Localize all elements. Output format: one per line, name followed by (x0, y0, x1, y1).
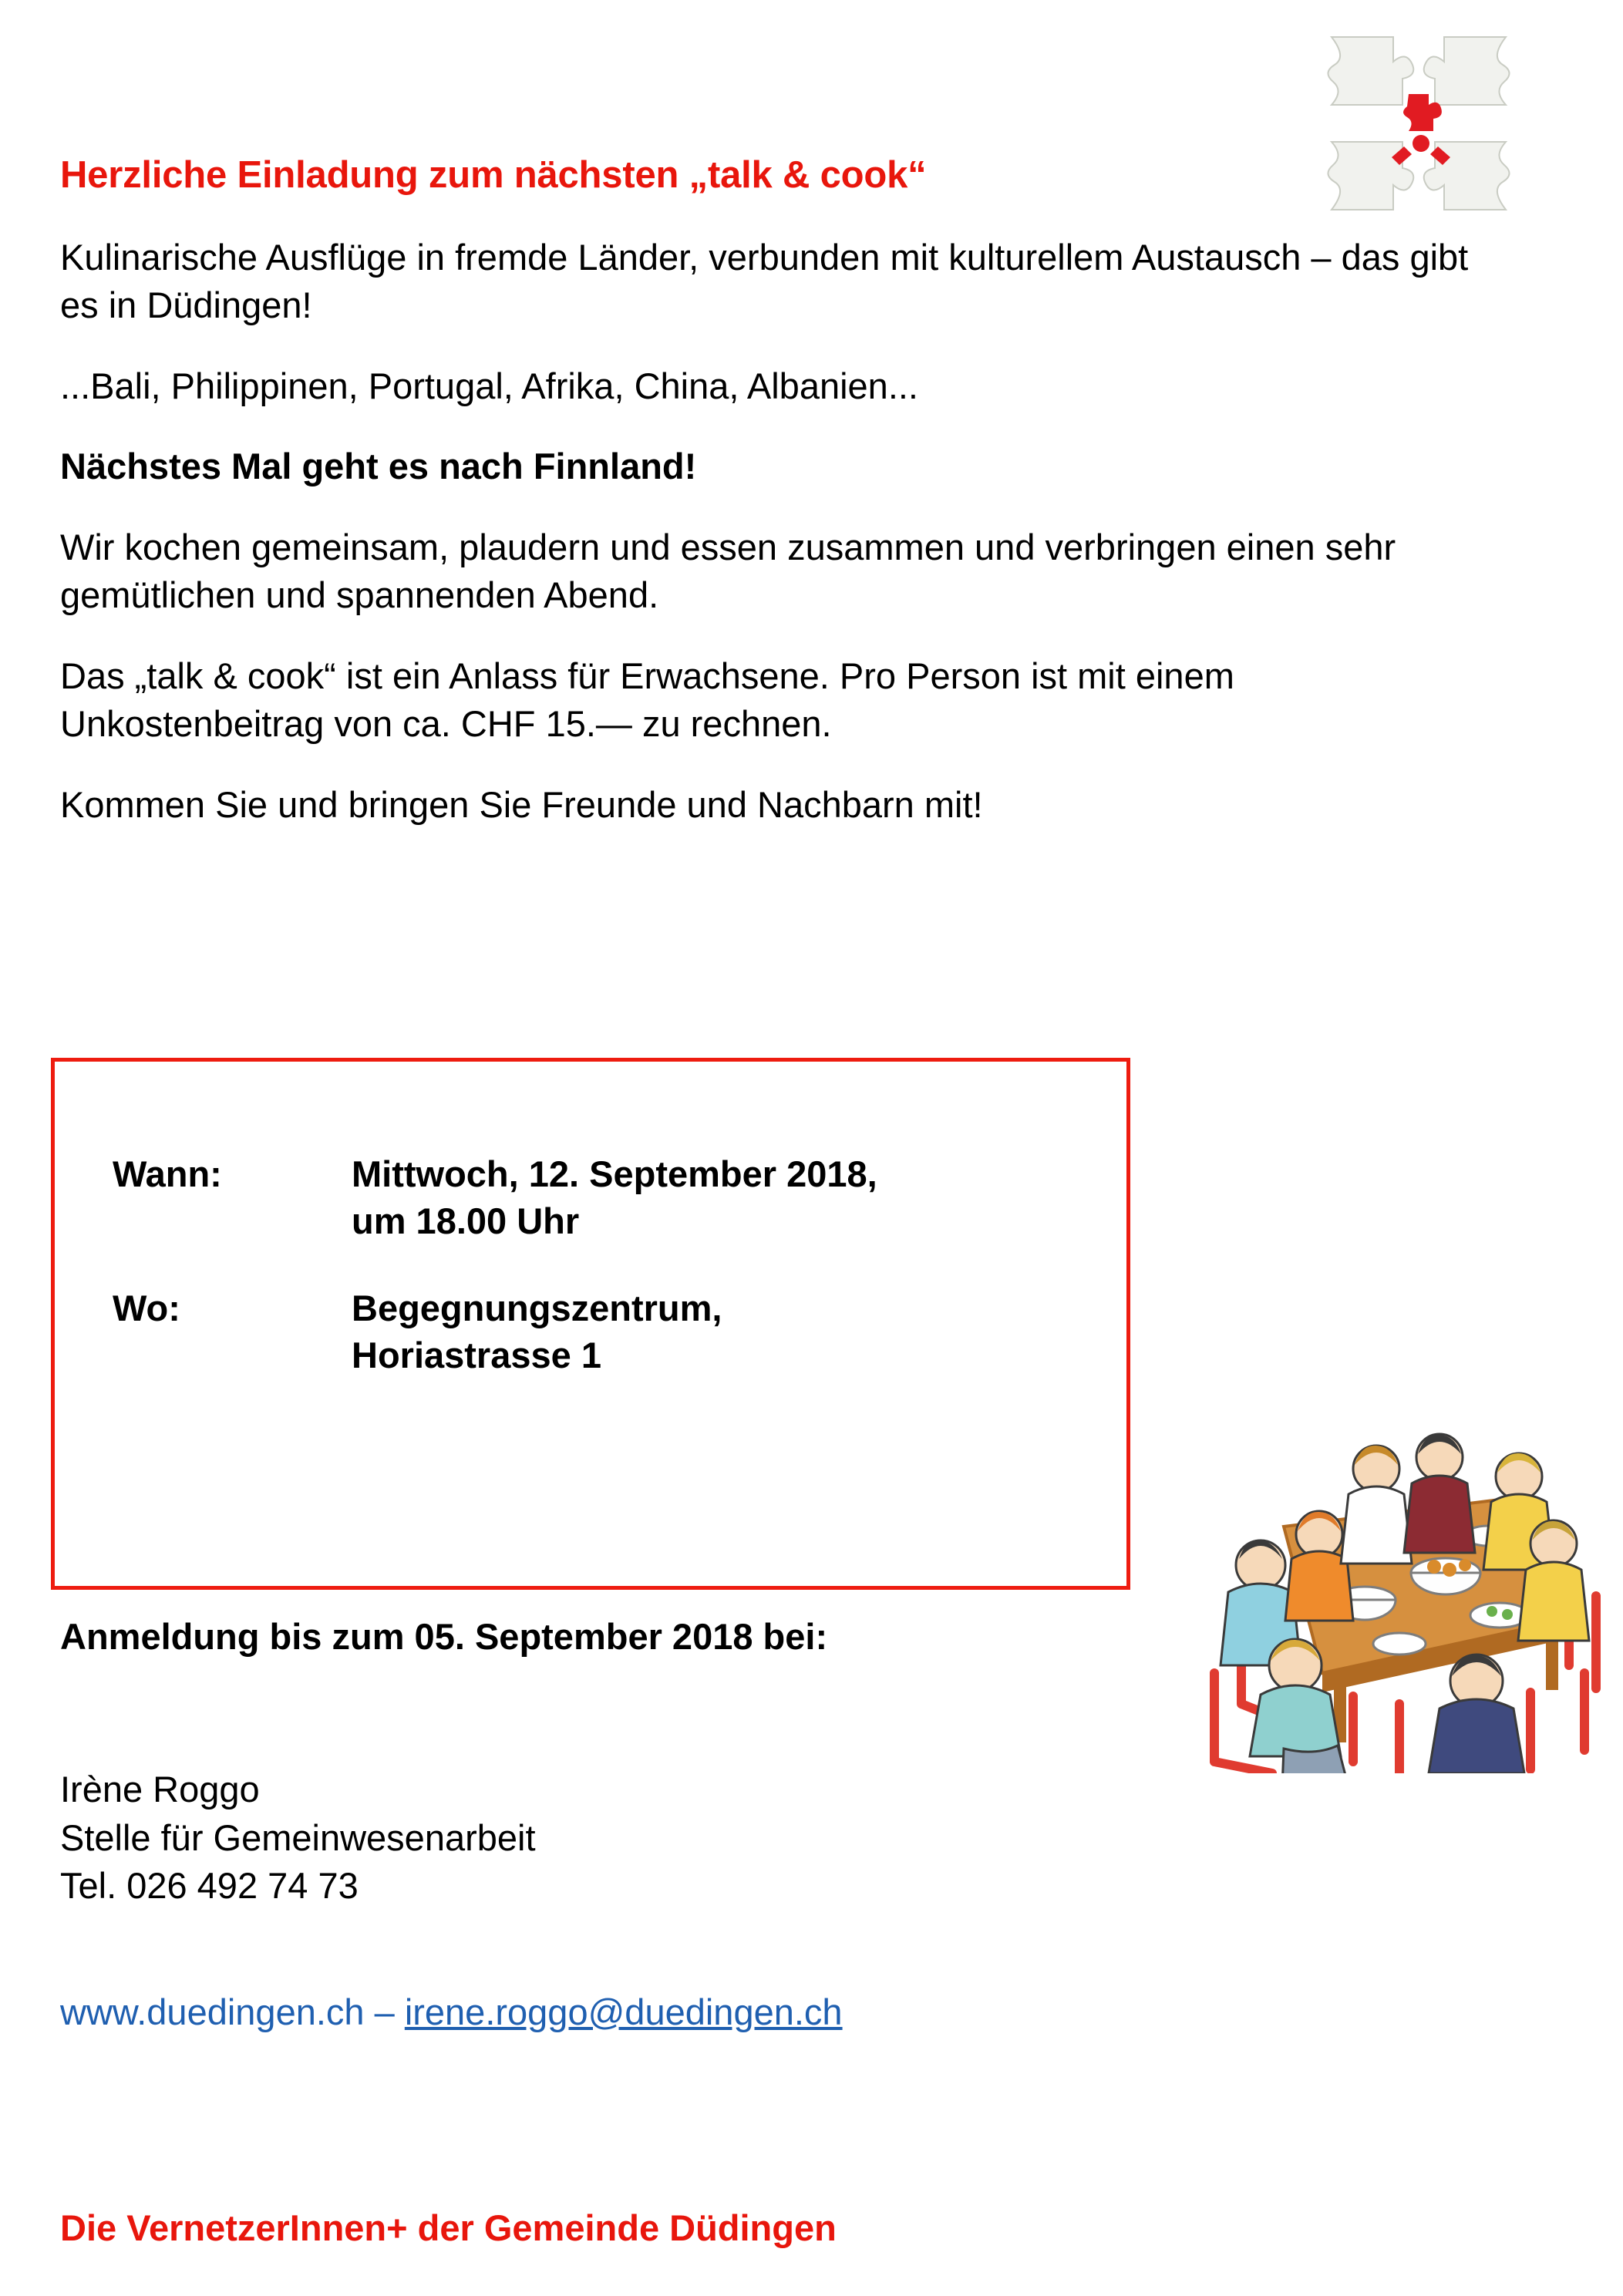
footer-organisation: Die VernetzerInnen+ der Gemeinde Düdingen (60, 2207, 837, 2248)
email-link[interactable]: irene.roggo@duedingen.ch (404, 1991, 843, 2032)
countries-paragraph: ...Bali, Philippinen, Portugal, Afrika, China, Albanien... (60, 365, 918, 406)
registration-deadline: Anmeldung bis zum 05. September 2018 bei: (60, 1616, 828, 1657)
intro-paragraph: Kulinarische Ausflüge in fremde Länder, verbunden mit kulturellem Austausch – das gibt es in Düdingen! (60, 236, 1469, 326)
dining-table-illustration (1168, 1342, 1608, 1773)
detail-row-where (113, 1284, 1126, 1379)
cost-paragraph: Das „talk & cook“ ist ein Anlass für Erwachsene. Pro Person ist mit einem Unkostenbeitrag von ca. CHF 15.— zu rechnen. (60, 655, 1234, 745)
contact-role: Stelle für Gemeinwesenarbeit (60, 1816, 536, 1858)
website-link[interactable]: www.duedingen.ch (60, 1991, 365, 2032)
detail-row-when (113, 1150, 1126, 1244)
when-value-line2: um 18.00 Uhr (352, 1200, 580, 1242)
when-label: Wann: (113, 1153, 222, 1194)
poster-content (60, 153, 1525, 861)
page-title: Herzliche Einladung zum nächsten „talk & cook“ (60, 154, 927, 196)
where-value-line2: Horiastrasse 1 (352, 1335, 601, 1376)
where-value-line1: Begegnungszentrum, (352, 1288, 722, 1329)
link-separator: – (374, 1991, 395, 2032)
event-details-box (51, 1058, 1130, 1590)
where-value (352, 1284, 1126, 1379)
contact-phone: Tel. 026 492 74 73 (60, 1865, 359, 1906)
links-row (60, 1991, 843, 2033)
next-destination-paragraph: Nächstes Mal geht es nach Finnland! (60, 446, 697, 487)
where-label: Wo: (113, 1288, 180, 1329)
when-value (352, 1150, 1126, 1244)
contact-block (60, 1766, 536, 1911)
contact-name: Irène Roggo (60, 1769, 260, 1810)
activity-paragraph: Wir kochen gemeinsam, plaudern und essen zusammen und verbringen einen sehr gemütlichen und spannenden Abend. (60, 526, 1396, 616)
invitation-paragraph: Kommen Sie und bringen Sie Freunde und Nachbarn mit! (60, 783, 983, 825)
when-value-line1: Mittwoch, 12. September 2018, (352, 1153, 877, 1194)
